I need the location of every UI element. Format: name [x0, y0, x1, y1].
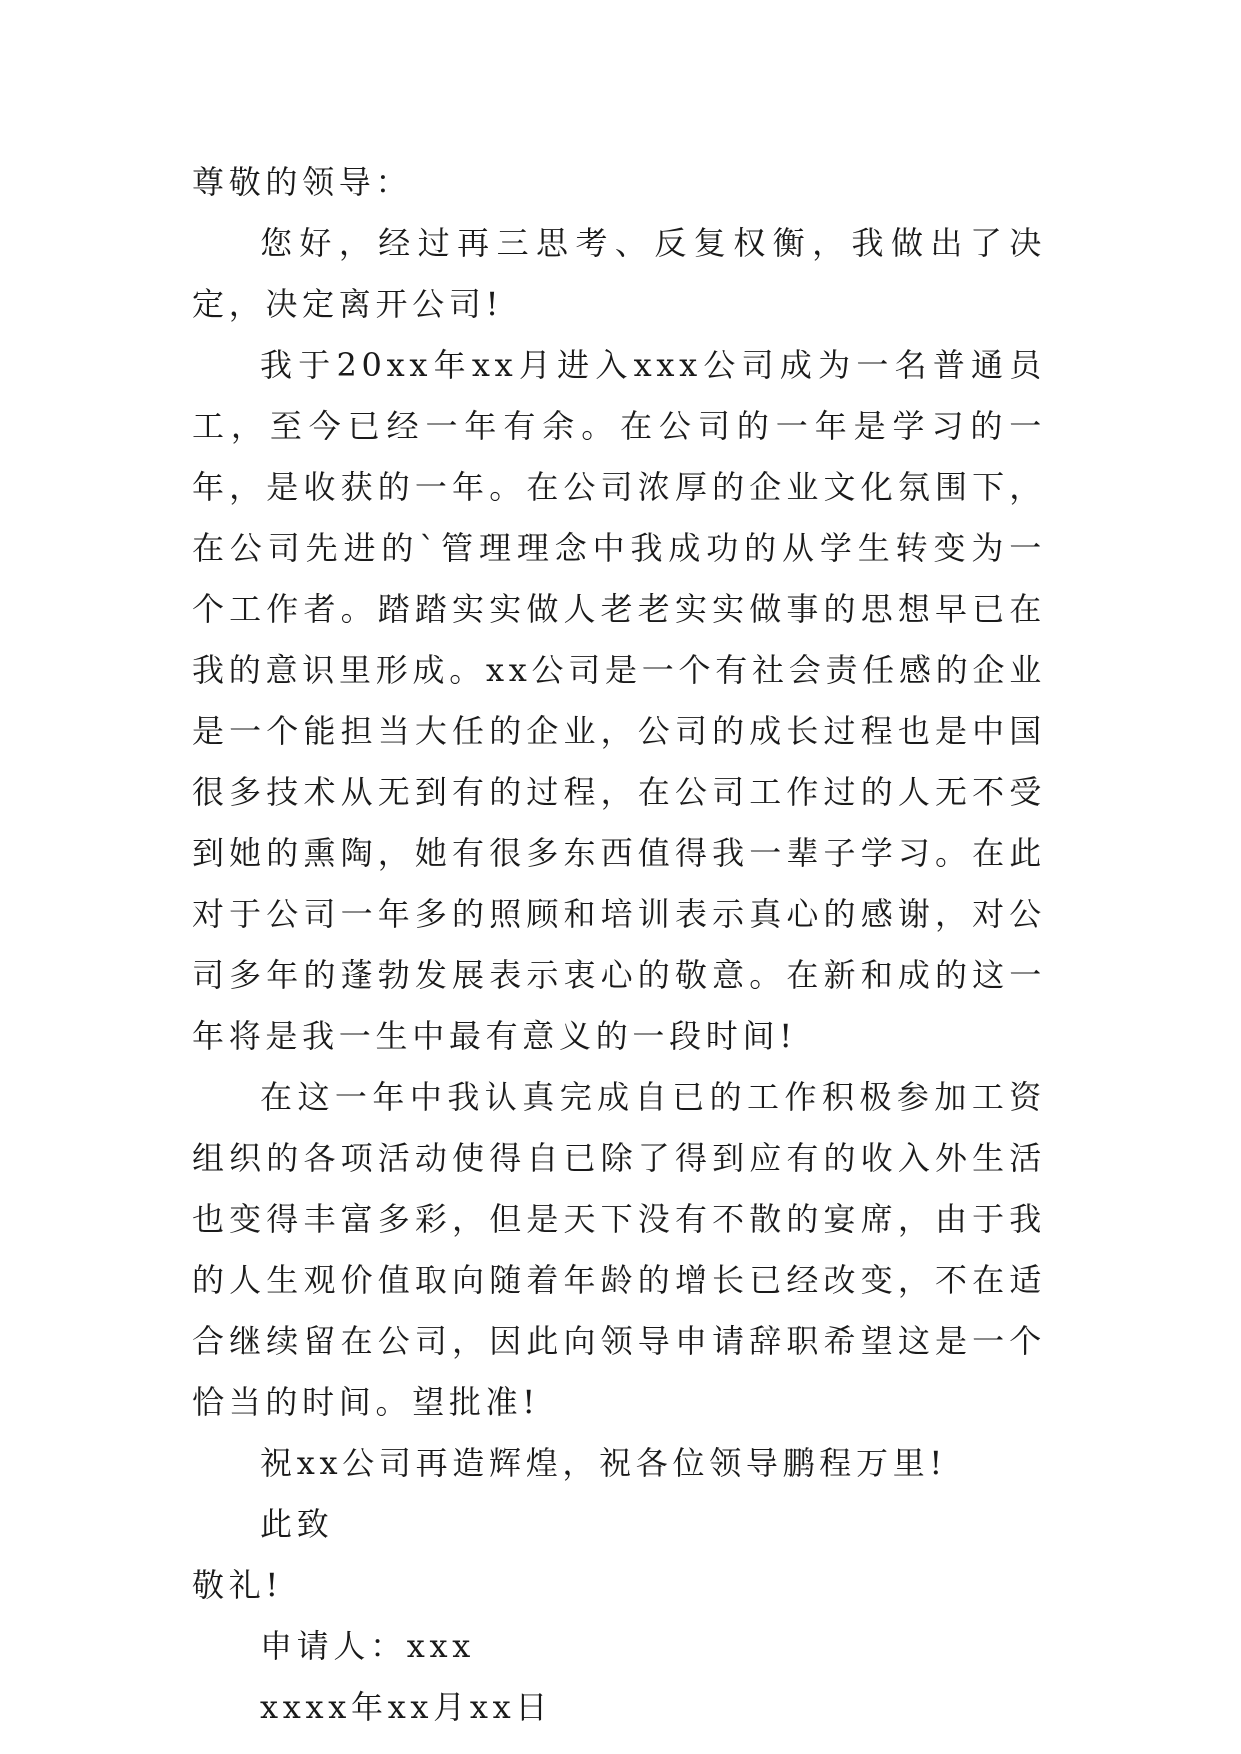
closing-cizhi: 此致 [260, 1505, 334, 1543]
salutation: 尊敬的领导： [192, 163, 413, 201]
paragraph-wishes: 祝xx公司再造辉煌，祝各位领导鹏程万里! [260, 1444, 947, 1482]
paragraph-greeting: 您好，经过再三思考、反复权衡，我做出了决定，决定离开公司! [192, 224, 1046, 323]
closing-jingli: 敬礼! [192, 1566, 283, 1604]
paragraph-experience: 我于20xx年xx月进入xxx公司成为一名普通员工，至今已经一年有余。在公司的一年是学习的一年，是收获的一年。在公司浓厚的企业文化氛围下，在公司先进的`管理理念中我成功的从学生转变为一个工作者。踏踏实实做人老老实实做事的思想早已在我的意识里形成。xx公司是一个有社会责任感的企业是一个能担当大任的企业，公司的成长过程也是中国很多技术从无到有的过程，在公司工作过的人无不受到她的熏陶，她有很多东西值得我一辈子学习。在此对于公司一年多的照顾和培训表示真心的感谢，对公司多年的蓬勃发展表示衷心的敬意。在新和成的这一年将是我一生中最有意义的一段时间! [192, 346, 1046, 1055]
letter-body [192, 152, 1046, 1738]
letter-date: xxxx年xx月xx日 [260, 1688, 553, 1726]
paragraph-reason: 在这一年中我认真完成自已的工作积极参加工资组织的各项活动使得自已除了得到应有的收入外生活也变得丰富多彩，但是天下没有不散的宴席，由于我的人生观价值取向随着年龄的增长已经改变，不在适合继续留在公司，因此向领导申请辞职希望这是一个恰当的时间。望批准! [192, 1078, 1046, 1421]
applicant-signature: 申请人：xxx [260, 1627, 476, 1665]
